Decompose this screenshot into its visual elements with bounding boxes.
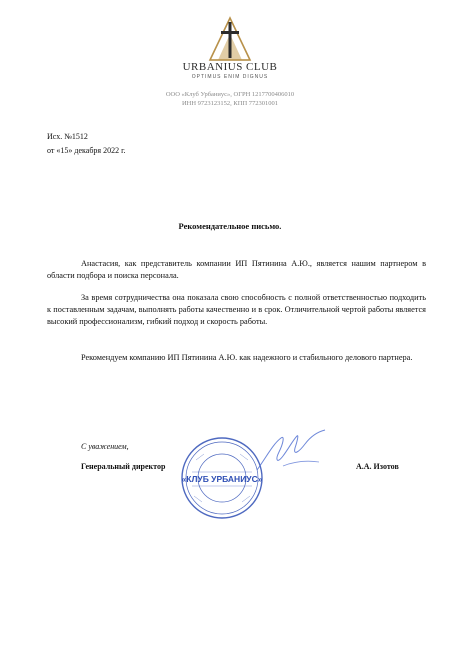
letter-paragraph: Рекомендуем компанию ИП Пятинина А.Ю. как надежного и стабильного делового партнера. xyxy=(81,353,413,362)
company-seal-stamp xyxy=(180,436,264,520)
stamp-center-text: «КЛУБ УРБАНИУС» xyxy=(181,474,263,484)
brand-name: URBANIUS CLUB xyxy=(182,61,278,73)
handwritten-signature xyxy=(253,426,333,478)
crown-cross-logo-icon xyxy=(204,14,256,64)
outgoing-number: Исх. №1512 xyxy=(47,132,88,141)
company-tax-line: ИНН 9723123152, КПП 772301001 xyxy=(181,100,279,107)
signer-name: А.А. Изотов xyxy=(356,462,399,471)
company-registration-line: ООО «Клуб Урбаниус», ОГРН 1217700406010 xyxy=(165,91,295,98)
signer-position: Генеральный директор xyxy=(81,462,166,471)
letter-paragraph: За время сотрудничества она показала свою способность с полной ответственностью подходить к поставленным задачам, выполнять работы качественно и в срок. Отличительной чертой работы является высокий профессионализм, гибкий подход и скорость работы. xyxy=(47,293,426,326)
letter-title: Рекомендательное письмо. xyxy=(178,221,282,231)
brand-motto: OPTIMUS ENIM DIGNUS xyxy=(191,74,269,80)
closing-phrase: С уважением, xyxy=(81,442,129,451)
letter-paragraph: Анастасия, как представитель компании ИП Пятинина А.Ю., является нашим партнером в области подбора и поиска персонала. xyxy=(47,259,426,280)
letter-date: от «15» декабря 2022 г. xyxy=(47,146,126,155)
